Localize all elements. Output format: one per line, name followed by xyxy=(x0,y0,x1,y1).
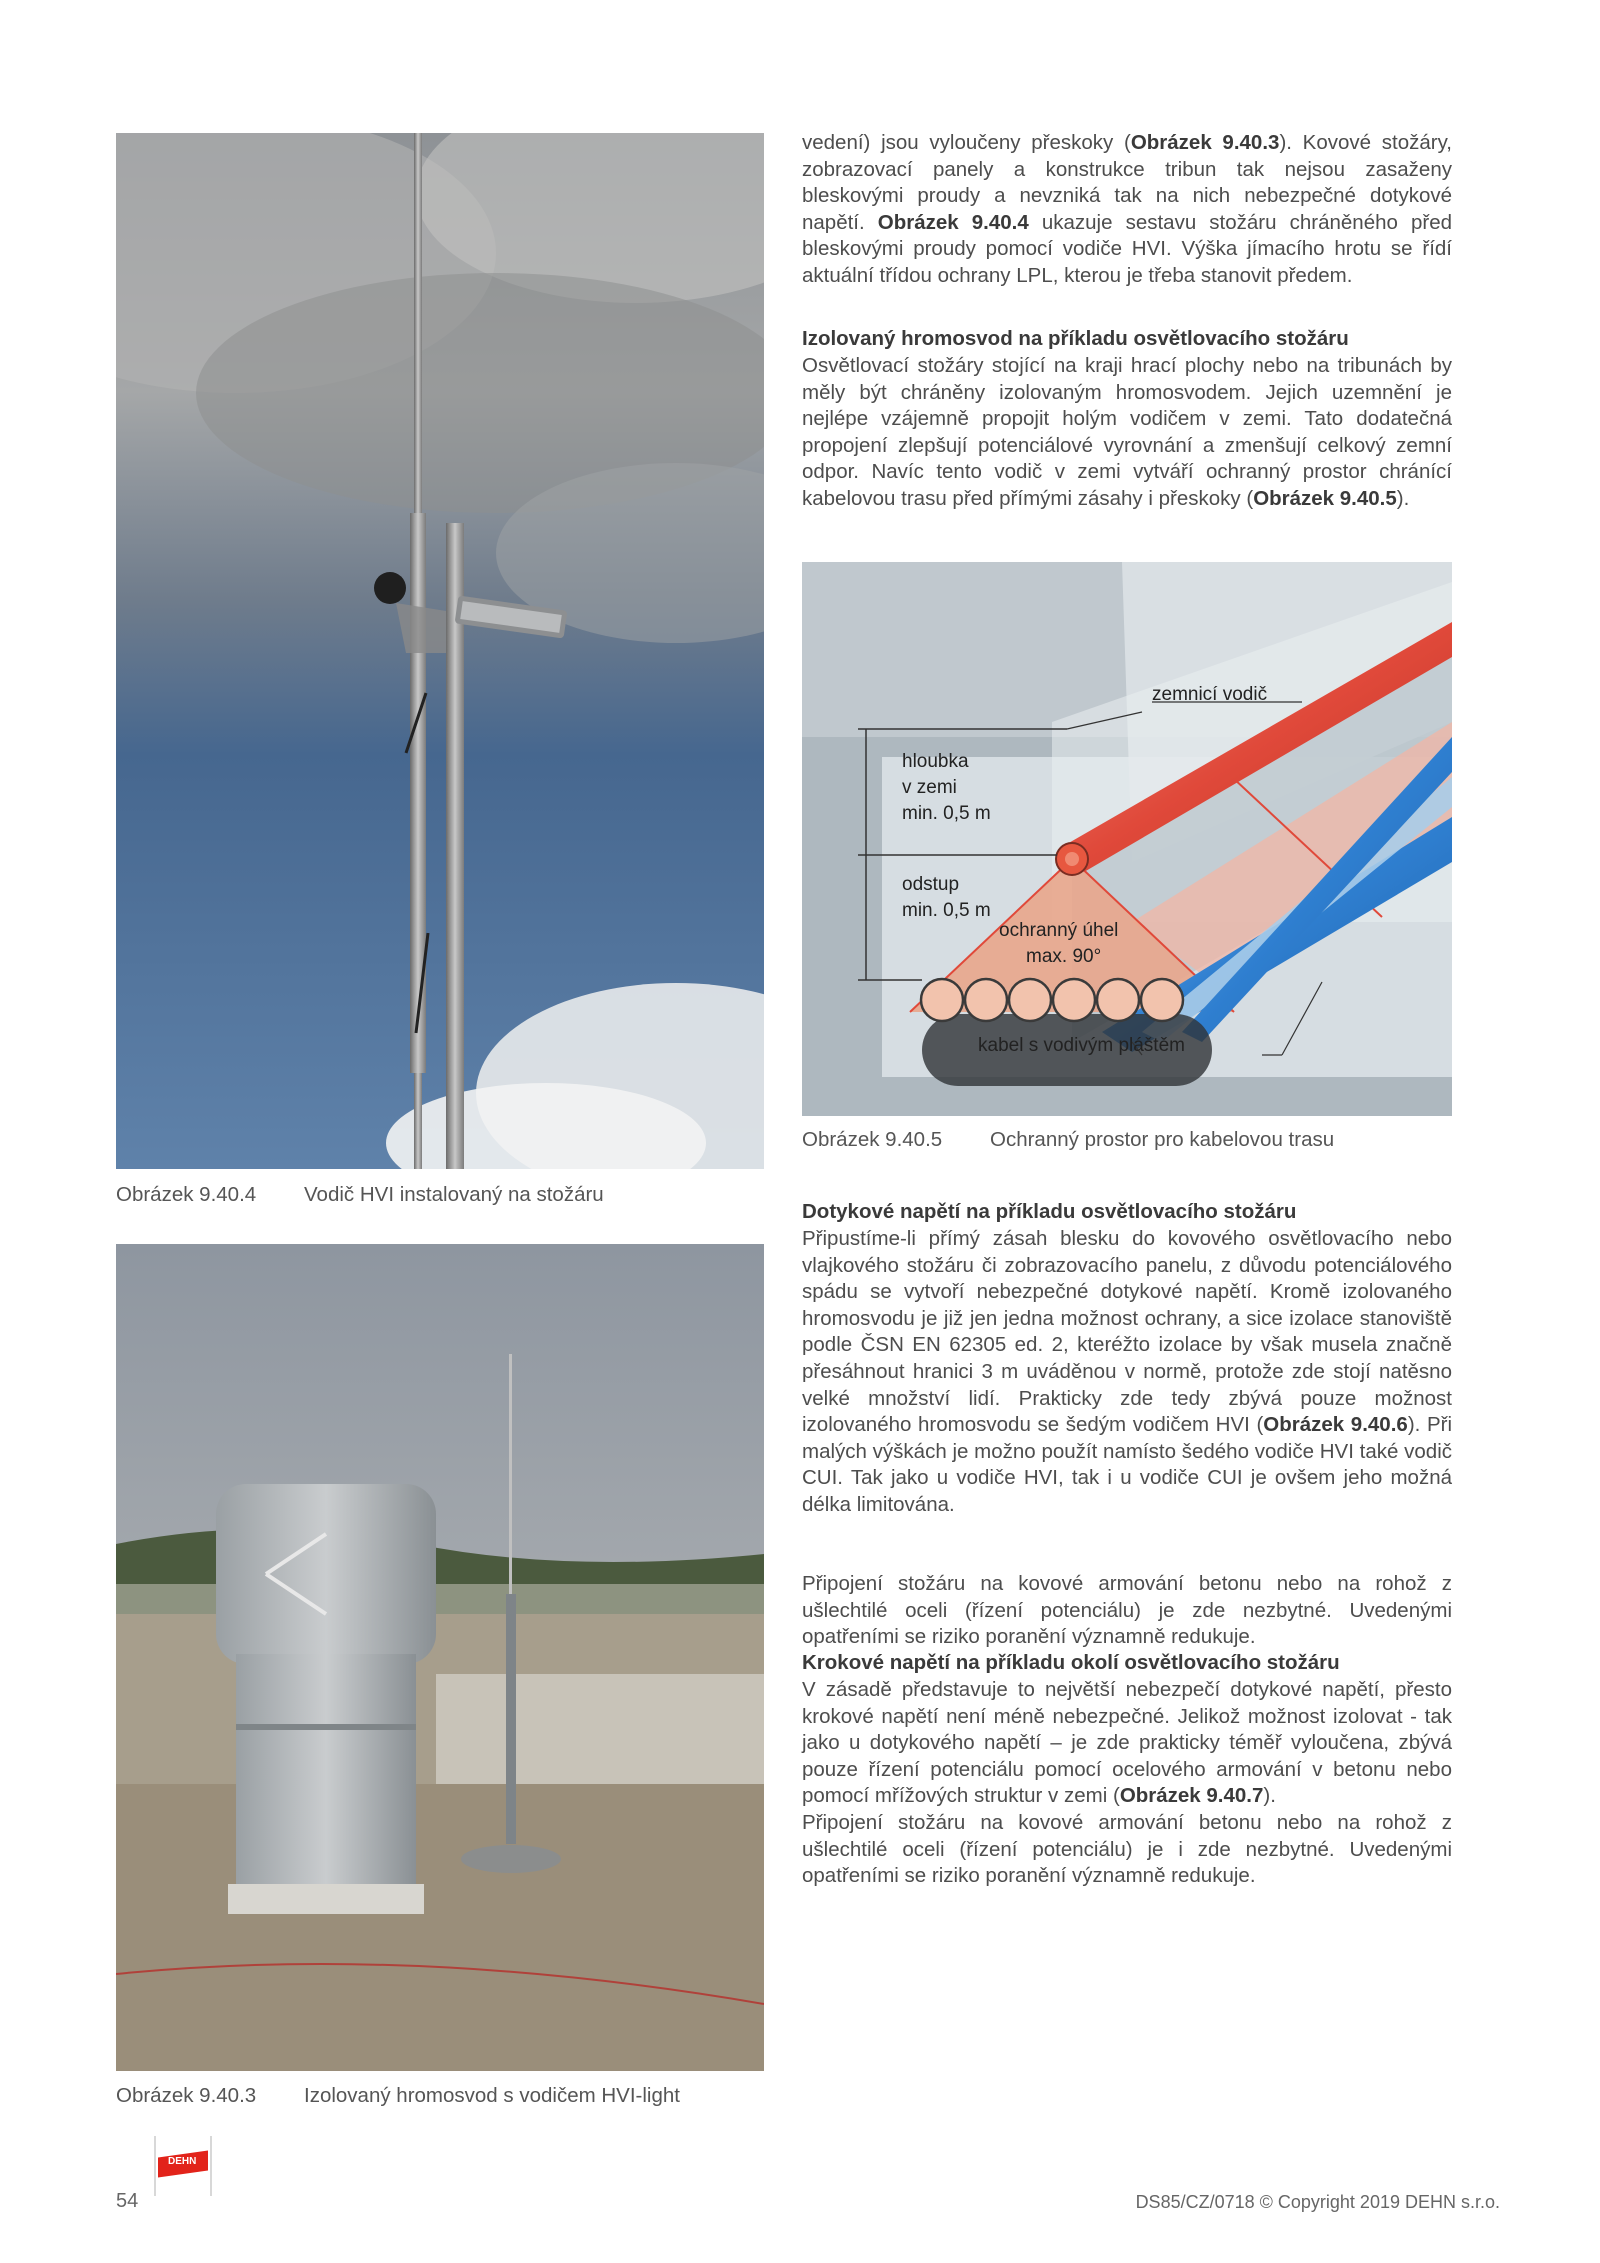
section-heading-isolated-lightning: Izolovaný hromosvod na příkladu osvětlovacího stožáru xyxy=(802,327,1349,350)
figure-caption-text: Vodič HVI instalovaný na stožáru xyxy=(304,1183,604,1206)
figure-caption-9-40-4 xyxy=(116,1182,604,1208)
section-body-isolated-lightning: Osvětlovací stožáry stojící na kraji hrací plochy nebo na tribunách by měly být chráněny izolovaným hromosvodem. Jejich uzemnění je nejlépe vzájemně propojit holým vodičem v zemi. Tato dodatečná propojení zlepšují potenciálové vyrovnání a zmenšují celkový zemní odpor. Navíc tento vodič v zemi vytváří ochranný prostor chránící kabelovou trasu před přímými zásahy i přeskoky (Obrázek 9.40.5). xyxy=(802,354,1452,510)
figure-reference: Obrázek 9.40.7 xyxy=(1119,1784,1264,1808)
figure-caption-9-40-3 xyxy=(116,2083,680,2109)
section-heading-step-voltage: Krokové napětí na příkladu okolí osvětlovacího stožáru xyxy=(802,1651,1340,1674)
photo-roof-hvi-light-image xyxy=(116,1244,764,2071)
photo-mast-hvi xyxy=(116,133,764,1169)
label-depth-line-1: hloubka xyxy=(902,751,969,772)
diagram-protection-zone-svg xyxy=(802,562,1452,1116)
figure-caption-9-40-5 xyxy=(802,1127,1334,1153)
figure-number: Obrázek 9.40.4 xyxy=(116,1183,257,1206)
photo-roof-hvi-light xyxy=(116,1244,764,2071)
label-angle-line-2: max. 90° xyxy=(1026,946,1102,967)
label-distance-line-2: min. 0,5 m xyxy=(902,900,991,921)
dehn-logo xyxy=(154,2136,214,2196)
label-distance-line-1: odstup xyxy=(902,874,960,895)
figure-number: Obrázek 9.40.5 xyxy=(802,1128,943,1151)
figure-reference: Obrázek 9.40.3 xyxy=(1130,131,1280,154)
section-body-step-voltage-2: Připojení stožáru na kovové armování betonu nebo na rohož z ušlechtilé oceli (řízení potenciálu) je i zde nezbytné. Uvedenými opatřeními se riziko poranění významně redukuje. xyxy=(802,1811,1452,1888)
copyright-notice: DS85/CZ/0718 © Copyright 2019 DEHN s.r.o. xyxy=(1135,2192,1500,2212)
label-angle-line-1: ochranný úhel xyxy=(999,920,1119,941)
diagram-protection-zone xyxy=(802,562,1452,1116)
figure-reference: Obrázek 9.40.6 xyxy=(1263,1413,1408,1437)
figure-reference: Obrázek 9.40.4 xyxy=(877,210,1029,234)
photo-mast-hvi-image xyxy=(116,133,764,1169)
section-heading-touch-voltage: Dotykové napětí na příkladu osvětlovacího stožáru xyxy=(802,1200,1297,1223)
label-depth-line-2: v zemi xyxy=(902,777,957,798)
page-number: 54 xyxy=(116,2190,139,2212)
label-depth-line-3: min. 0,5 m xyxy=(902,803,991,824)
dehn-logo-text: DEHN xyxy=(168,2156,197,2167)
figure-number: Obrázek 9.40.3 xyxy=(116,2084,257,2107)
section-body-step-voltage: V zásadě představuje to největší nebezpečí dotykové napětí, přesto krokové napětí není méně nebezpečné. Jelikož možnost izolovat - tak jako u dotykového napětí – je zde prakticky téměř vyloučena, zbývá pouze řízení potenciálu pomocí ocelového armování v betonu nebo pomocí mřížových struktur v zemi (Obrázek 9.40.7). xyxy=(802,1678,1452,1808)
label-earth-conductor: zemnicí vodič xyxy=(1152,684,1268,705)
section-body-touch-voltage-2: Připojení stožáru na kovové armování betonu nebo na rohož z ušlechtilé oceli (řízení potenciálu) je zde nezbytné. Uvedenými opatřeními se riziko poranění významně redukuje. xyxy=(802,1572,1452,1649)
figure-caption-text: Izolovaný hromosvod s vodičem HVI-light xyxy=(304,2084,680,2107)
intro-paragraph: vedení) jsou vyloučeny přeskoky (Obrázek 9.40.3). Kovové stožáry, zobrazovací panely a konstrukce tribun tak nejsou zasaženy bleskovými proudy a nevzniká tak na nich nebezpečné dotykové napětí. Obrázek 9.40.4 ukazuje sestavu stožáru chráněného před bleskovými proudy pomocí vodiče HVI. Výška jímacího hrotu se řídí aktuální třídou ochrany LPL, kterou je třeba stanovit předem. xyxy=(802,131,1453,287)
section-body-touch-voltage: Připustíme-li přímý zásah blesku do kovového osvětlovacího nebo vlajkového stožáru či zobrazovacího panelu, z důvodu potenciálového spádu se vytvoří nebezpečné dotykové napětí. Kromě izolovaného hromosvodu je již jen jedna možnost ochrany, a sice izolace stanoviště podle ČSN EN 62305 ed. 2, kteréžto izolace by však musela značně přesáhnout hranici 3 m uváděnou v normě, protože zde stojí natěsno velké množství lidí. Prakticky zde tedy zbývá pouze možnost izolovaného hromosvodu se šedým vodičem HVI (Obrázek 9.40.6). Při malých výškách je možno použít namísto šedého vodiče HVI také vodič CUI. Tak jako u vodiče HVI, tak i u vodiče CUI je ovšem jeho možná délka limitována. xyxy=(802,1227,1453,1516)
label-cable: kabel s vodivým pláštěm xyxy=(978,1035,1185,1056)
figure-caption-text: Ochranný prostor pro kabelovou trasu xyxy=(990,1128,1335,1151)
figure-reference: Obrázek 9.40.5 xyxy=(1253,486,1397,510)
